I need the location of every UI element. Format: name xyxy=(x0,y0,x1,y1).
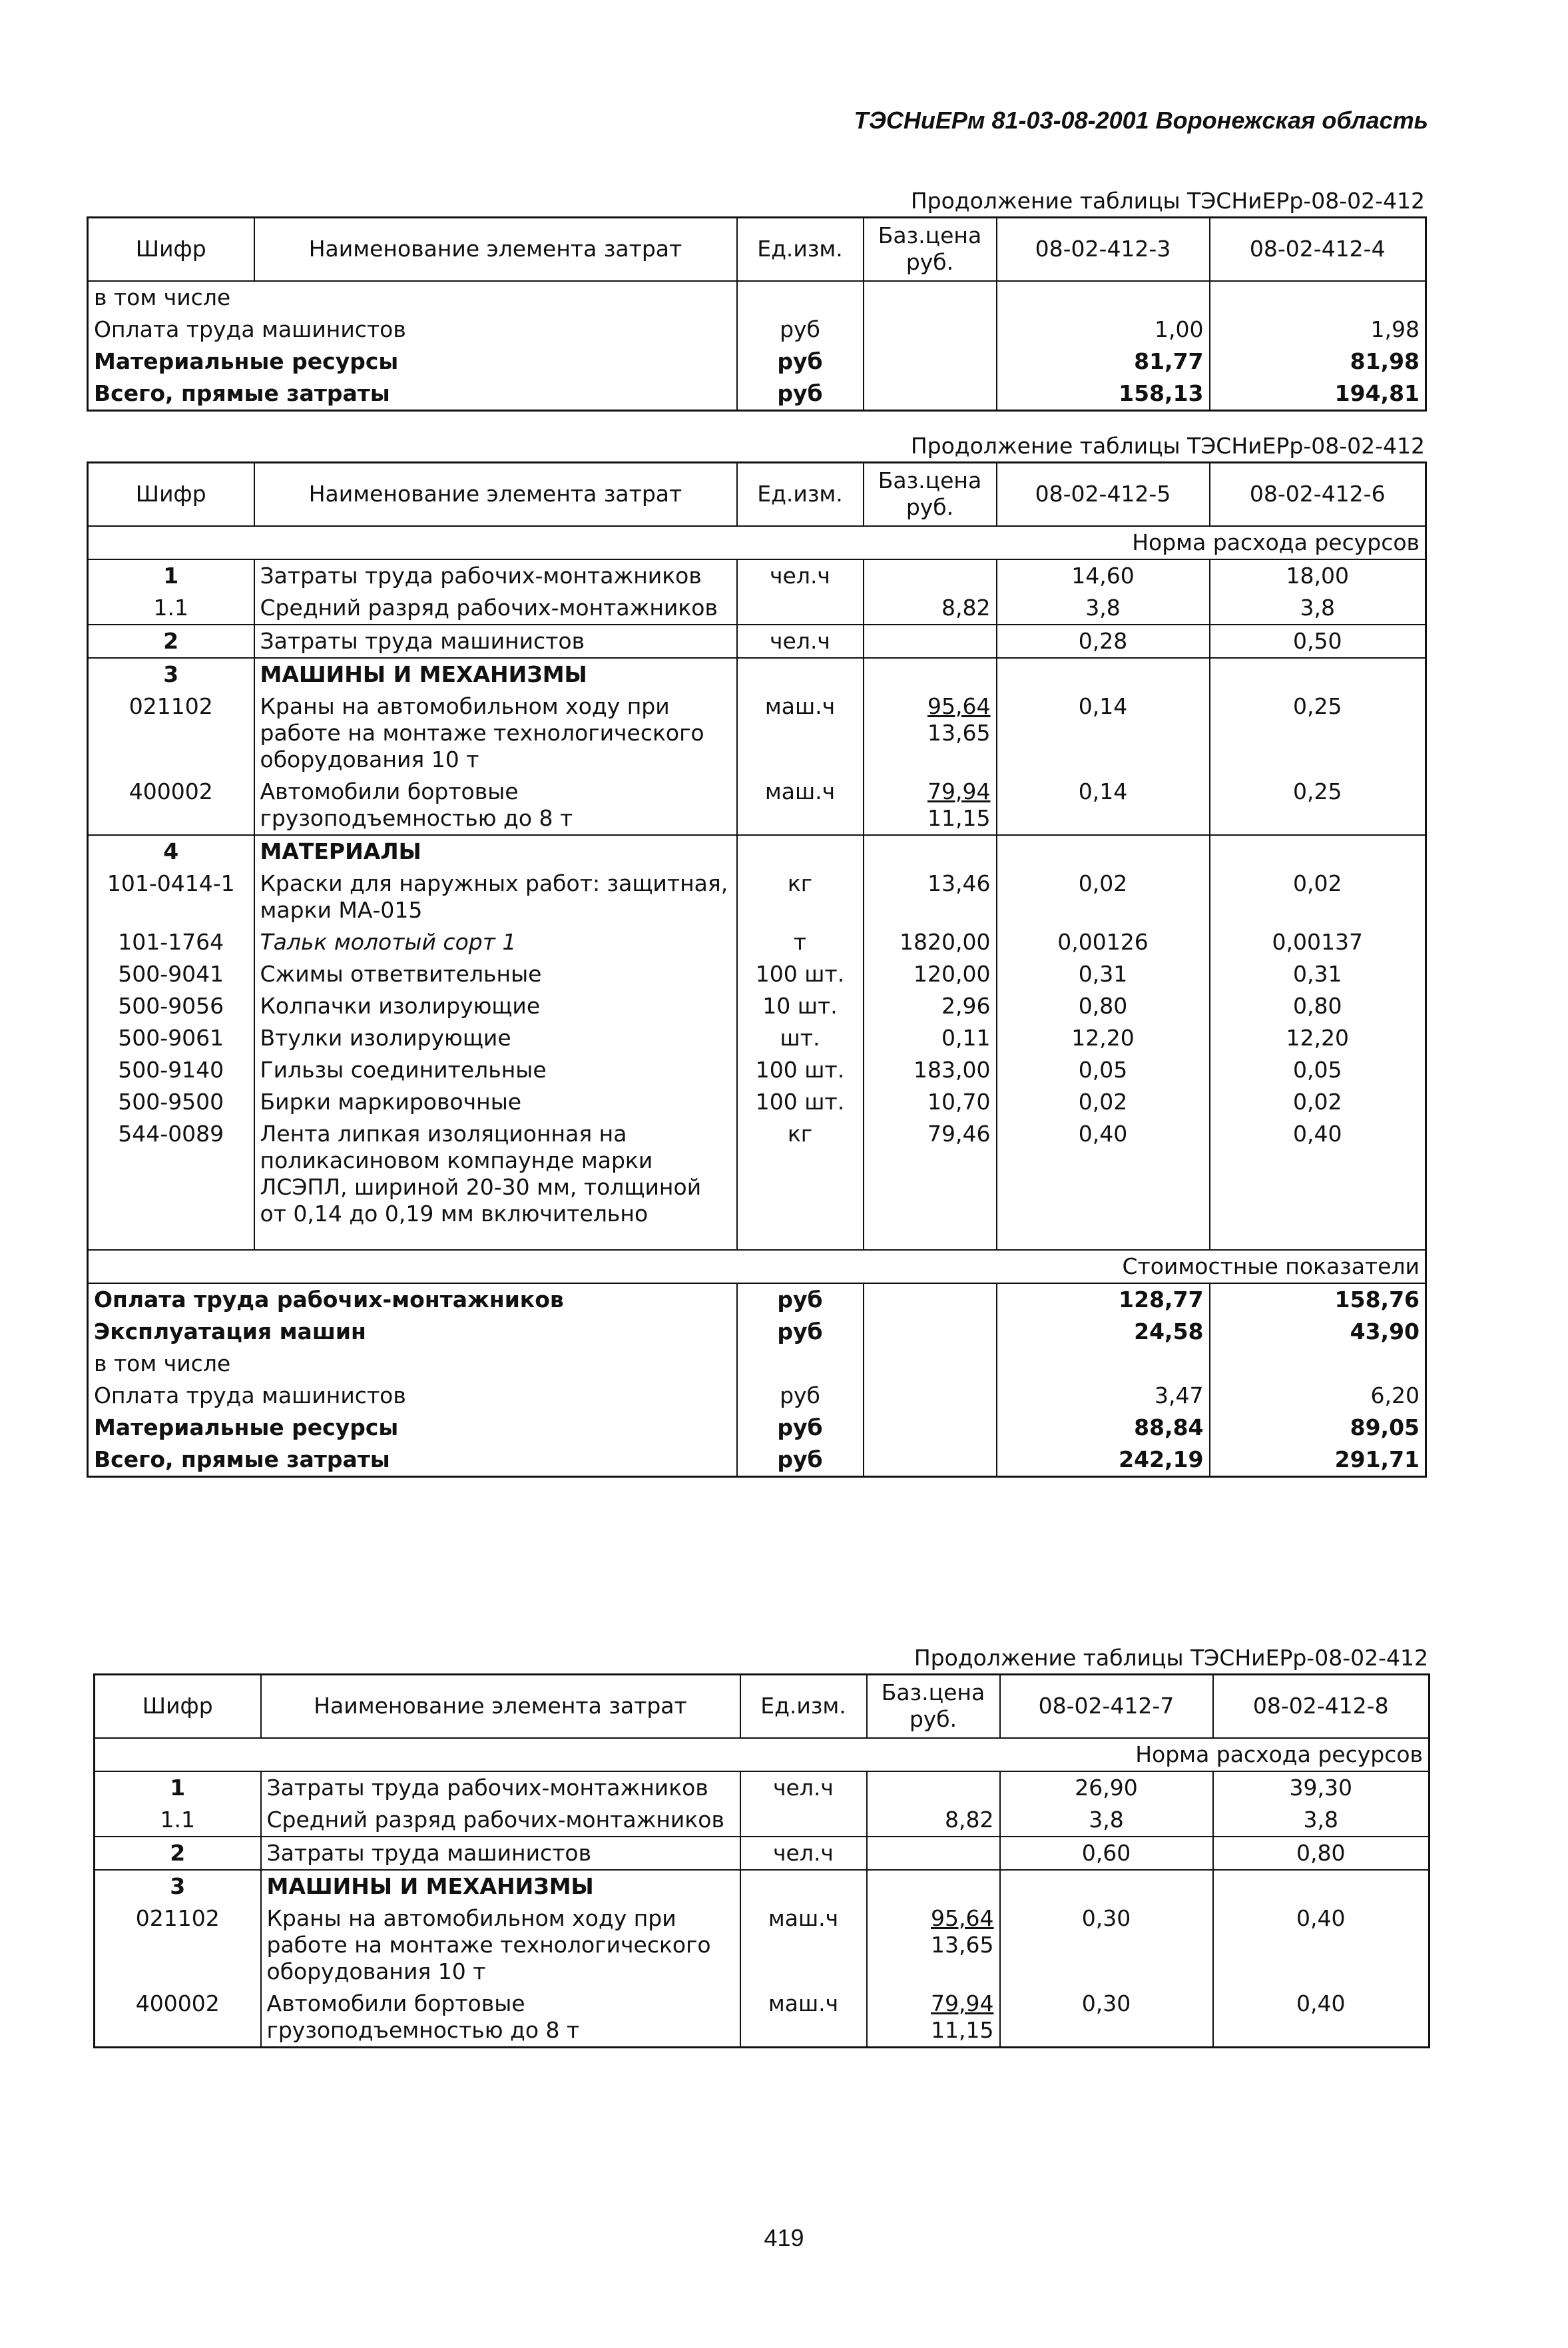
table-row xyxy=(88,1054,1426,1086)
row-value-b: 18,00 xyxy=(1210,559,1426,592)
row-name: Колпачки изолирующие xyxy=(254,990,737,1022)
row-unit: кг xyxy=(737,868,864,926)
row-value-a xyxy=(997,281,1210,314)
table-row xyxy=(88,958,1426,990)
table-row xyxy=(88,1348,1426,1380)
row-value-a: 3,8 xyxy=(1000,1804,1213,1837)
row-price-sub: 11,15 xyxy=(931,2016,994,2043)
table-row xyxy=(95,1837,1430,1870)
col-header-unit: Ед.изм. xyxy=(737,463,864,526)
row-unit: 100 шт. xyxy=(737,958,864,990)
row-code: 500-9500 xyxy=(88,1086,254,1118)
row-price: 183,00 xyxy=(864,1054,997,1086)
row-unit: руб xyxy=(737,346,864,378)
row-value-b: 0,40 xyxy=(1213,1903,1430,1988)
row-name: Затраты труда рабочих-монтажников xyxy=(261,1771,740,1804)
row-price-sub: 13,65 xyxy=(927,719,991,746)
row-value-a: 0,30 xyxy=(1000,1988,1213,2048)
row-name: Средний разряд рабочих-монтажников xyxy=(254,592,737,625)
row-name: МАТЕРИАЛЫ xyxy=(254,835,737,868)
table-row xyxy=(88,592,1426,625)
row-code: 2 xyxy=(95,1837,261,1870)
row-value-a: 0,05 xyxy=(997,1054,1210,1086)
cost-body xyxy=(88,1250,1426,1477)
row-unit: чел.ч xyxy=(737,559,864,592)
col-header-price: Баз.цена руб. xyxy=(867,1675,1000,1738)
col-header-unit: Ед.изм. xyxy=(737,218,864,281)
row-value-b: 0,25 xyxy=(1210,776,1426,835)
norm-body xyxy=(88,526,1426,1250)
row-unit: 100 шт. xyxy=(737,1054,864,1086)
row-name: Лента липкая изоляционная на поликасиновом компаунде марки ЛСЭПЛ, шириной 20-30 мм, толщиной от 0,14 до 0,19 мм включительно xyxy=(254,1118,737,1230)
row-unit: маш.ч xyxy=(740,1988,867,2048)
row-unit: 10 шт. xyxy=(737,990,864,1022)
row-name: Гильзы соединительные xyxy=(254,1054,737,1086)
row-code: 1.1 xyxy=(95,1804,261,1837)
row-value-a: 0,14 xyxy=(997,776,1210,835)
row-code: 500-9041 xyxy=(88,958,254,990)
table-row xyxy=(88,1118,1426,1230)
table-row xyxy=(88,868,1426,926)
resource-table-3 xyxy=(93,1673,1430,2048)
table-caption: Продолжение таблицы ТЭСНиЕРр-08-02-412 xyxy=(914,1645,1428,1671)
norm-section-label: Норма расхода ресурсов xyxy=(95,1738,1430,1771)
row-name: Тальк молотый сорт 1 xyxy=(254,926,737,958)
col-header-a: 08-02-412-7 xyxy=(1000,1675,1213,1738)
row-code: 101-1764 xyxy=(88,926,254,958)
row-name: Автомобили бортовые грузоподъемностью до 8 т xyxy=(261,1988,740,2048)
row-name: МАШИНЫ И МЕХАНИЗМЫ xyxy=(254,658,737,691)
row-value-b: 43,90 xyxy=(1210,1316,1426,1348)
row-name: Оплата труда рабочих-монтажников xyxy=(88,1283,737,1316)
table-row xyxy=(95,1903,1430,1988)
row-value-b: 89,05 xyxy=(1210,1412,1426,1444)
row-name: Эксплуатация машин xyxy=(88,1316,737,1348)
row-value-b: 3,8 xyxy=(1210,592,1426,625)
row-name: в том числе xyxy=(88,1348,737,1380)
col-header-a: 08-02-412-3 xyxy=(997,218,1210,281)
col-header-code: Шифр xyxy=(88,218,254,281)
row-name: Автомобили бортовые грузоподъемностью до 8 т xyxy=(254,776,737,835)
row-unit: кг xyxy=(737,1118,864,1230)
table-row xyxy=(95,1870,1430,1903)
row-value-a: 3,47 xyxy=(997,1380,1210,1412)
norm-section-label: Норма расхода ресурсов xyxy=(88,526,1426,559)
row-value-a: 242,19 xyxy=(997,1444,1210,1477)
row-name: Всего, прямые затраты xyxy=(88,1444,737,1477)
document-header: ТЭСНиЕРм 81-03-08-2001 Воронежская область xyxy=(854,107,1428,134)
row-value-a: 0,31 xyxy=(997,958,1210,990)
row-name: Краски для наружных работ: защитная, марки МА-015 xyxy=(254,868,737,926)
row-name: Бирки маркировочные xyxy=(254,1086,737,1118)
row-value-a: 158,13 xyxy=(997,378,1210,411)
row-unit: 100 шт. xyxy=(737,1086,864,1118)
row-name: Затраты труда машинистов xyxy=(254,625,737,658)
col-header-a: 08-02-412-5 xyxy=(997,463,1210,526)
row-value-a: 24,58 xyxy=(997,1316,1210,1348)
table-row xyxy=(95,1771,1430,1804)
table-row xyxy=(88,559,1426,592)
row-value-b: 0,02 xyxy=(1210,868,1426,926)
row-price: 13,46 xyxy=(864,868,997,926)
row-value-b: 194,81 xyxy=(1210,378,1426,411)
col-header-name: Наименование элемента затрат xyxy=(261,1675,740,1738)
row-price-sub: 13,65 xyxy=(931,1931,994,1958)
row-value-b: 81,98 xyxy=(1210,346,1426,378)
table-row xyxy=(88,378,1426,411)
row-name: Затраты труда машинистов xyxy=(261,1837,740,1870)
col-header-name: Наименование элемента затрат xyxy=(254,218,737,281)
row-name: Затраты труда рабочих-монтажников xyxy=(254,559,737,592)
row-code: 400002 xyxy=(88,776,254,835)
row-name: МАШИНЫ И МЕХАНИЗМЫ xyxy=(261,1870,740,1903)
row-unit: маш.ч xyxy=(737,691,864,776)
col-header-price: Баз.цена руб. xyxy=(864,218,997,281)
row-name: Краны на автомобильном ходу при работе на монтаже технологического оборудования 10 т xyxy=(261,1903,740,1988)
col-header-b: 08-02-412-8 xyxy=(1213,1675,1430,1738)
row-name: Краны на автомобильном ходу при работе на монтаже технологического оборудования 10 т xyxy=(254,691,737,776)
row-name: Сжимы ответвительные xyxy=(254,958,737,990)
table-row xyxy=(88,281,1426,314)
row-value-a: 0,80 xyxy=(997,990,1210,1022)
table-row xyxy=(88,314,1426,346)
row-code: 4 xyxy=(88,835,254,868)
col-header-b: 08-02-412-6 xyxy=(1210,463,1426,526)
table-caption: Продолжение таблицы ТЭСНиЕРр-08-02-412 xyxy=(910,188,1425,214)
row-value-b: 0,40 xyxy=(1213,1988,1430,2048)
row-code: 500-9056 xyxy=(88,990,254,1022)
row-name: Втулки изолирующие xyxy=(254,1022,737,1054)
table-row xyxy=(88,1412,1426,1444)
row-price: 8,82 xyxy=(864,592,997,625)
row-price-sub: 11,15 xyxy=(927,804,991,831)
row-name: Средний разряд рабочих-монтажников xyxy=(261,1804,740,1837)
table-caption: Продолжение таблицы ТЭСНиЕРр-08-02-412 xyxy=(910,433,1425,459)
row-unit: руб xyxy=(737,1380,864,1412)
row-code: 500-9061 xyxy=(88,1022,254,1054)
row-name: Оплата труда машинистов xyxy=(88,1380,737,1412)
resource-table-2 xyxy=(87,461,1427,1478)
row-value-b: 0,50 xyxy=(1210,625,1426,658)
row-name: Оплата труда машинистов xyxy=(88,314,737,346)
row-code: 021102 xyxy=(95,1903,261,1988)
row-value-a: 81,77 xyxy=(997,346,1210,378)
row-unit xyxy=(737,281,864,314)
table-row xyxy=(88,658,1426,691)
table-row xyxy=(88,346,1426,378)
row-unit: руб xyxy=(737,1412,864,1444)
table-row xyxy=(88,835,1426,868)
row-unit: руб xyxy=(737,1444,864,1477)
row-value-a: 12,20 xyxy=(997,1022,1210,1054)
row-value-a: 1,00 xyxy=(997,314,1210,346)
row-unit: руб xyxy=(737,314,864,346)
row-price: 120,00 xyxy=(864,958,997,990)
row-value-b: 39,30 xyxy=(1213,1771,1430,1804)
row-price: 95,64 xyxy=(931,1905,994,1931)
table-row xyxy=(88,625,1426,658)
row-value-a: 88,84 xyxy=(997,1412,1210,1444)
table-row xyxy=(88,691,1426,776)
row-value-b: 6,20 xyxy=(1210,1380,1426,1412)
row-price: 0,11 xyxy=(864,1022,997,1054)
table-row xyxy=(95,1988,1430,2048)
row-name: Всего, прямые затраты xyxy=(88,378,737,411)
row-code: 544-0089 xyxy=(88,1118,254,1230)
cost-section-label: Стоимостные показатели xyxy=(88,1250,1426,1283)
row-value-a: 0,02 xyxy=(997,1086,1210,1118)
row-value-b: 0,80 xyxy=(1210,990,1426,1022)
table-row xyxy=(88,1316,1426,1348)
row-value-a: 3,8 xyxy=(997,592,1210,625)
row-unit: руб xyxy=(737,1283,864,1316)
table-row xyxy=(88,926,1426,958)
row-value-b: 291,71 xyxy=(1210,1444,1426,1477)
row-price: 1820,00 xyxy=(864,926,997,958)
row-value-b: 0,40 xyxy=(1210,1118,1426,1230)
row-unit: маш.ч xyxy=(737,776,864,835)
col-header-price: Баз.цена руб. xyxy=(864,463,997,526)
row-value-a: 0,14 xyxy=(997,691,1210,776)
row-name: в том числе xyxy=(88,281,737,314)
row-value-b: 0,80 xyxy=(1213,1837,1430,1870)
row-value-a: 0,28 xyxy=(997,625,1210,658)
row-value-b: 12,20 xyxy=(1210,1022,1426,1054)
row-code: 021102 xyxy=(88,691,254,776)
row-value-a: 0,02 xyxy=(997,868,1210,926)
row-name: Материальные ресурсы xyxy=(88,1412,737,1444)
row-code: 3 xyxy=(95,1870,261,1903)
row-unit: чел.ч xyxy=(740,1771,867,1804)
row-value-b: 1,98 xyxy=(1210,314,1426,346)
row-value-a: 128,77 xyxy=(997,1283,1210,1316)
row-code: 3 xyxy=(88,658,254,691)
row-code: 400002 xyxy=(95,1988,261,2048)
row-unit: руб xyxy=(737,378,864,411)
table-row xyxy=(88,1283,1426,1316)
row-value-b: 3,8 xyxy=(1213,1804,1430,1837)
col-header-code: Шифр xyxy=(88,463,254,526)
table-row xyxy=(88,1022,1426,1054)
row-unit: шт. xyxy=(737,1022,864,1054)
table-row xyxy=(88,1086,1426,1118)
row-price: 10,70 xyxy=(864,1086,997,1118)
row-price: 2,96 xyxy=(864,990,997,1022)
row-value-a: 26,90 xyxy=(1000,1771,1213,1804)
row-price: 8,82 xyxy=(867,1804,1000,1837)
row-code: 1 xyxy=(88,559,254,592)
row-code: 101-0414-1 xyxy=(88,868,254,926)
row-price: 95,64 xyxy=(927,693,991,719)
row-value-b: 0,25 xyxy=(1210,691,1426,776)
row-name: Материальные ресурсы xyxy=(88,346,737,378)
table-row xyxy=(88,990,1426,1022)
row-value-b: 0,02 xyxy=(1210,1086,1426,1118)
table-row xyxy=(88,1380,1426,1412)
col-header-name: Наименование элемента затрат xyxy=(254,463,737,526)
row-value-a: 0,30 xyxy=(1000,1903,1213,1988)
table-row xyxy=(95,1804,1430,1837)
row-unit: чел.ч xyxy=(740,1837,867,1870)
col-header-unit: Ед.изм. xyxy=(740,1675,867,1738)
page-number: 419 xyxy=(764,2224,804,2251)
row-unit: руб xyxy=(737,1316,864,1348)
row-code: 2 xyxy=(88,625,254,658)
row-code: 500-9140 xyxy=(88,1054,254,1086)
row-price: 79,94 xyxy=(927,778,991,804)
row-code: 1 xyxy=(95,1771,261,1804)
row-price: 79,46 xyxy=(864,1118,997,1230)
row-value-a: 14,60 xyxy=(997,559,1210,592)
row-value-a: 0,00126 xyxy=(997,926,1210,958)
table-row xyxy=(88,776,1426,835)
row-value-b xyxy=(1210,281,1426,314)
row-code: 1.1 xyxy=(88,592,254,625)
table-row xyxy=(88,1444,1426,1477)
row-unit: маш.ч xyxy=(740,1903,867,1988)
row-price: 79,94 xyxy=(931,1990,994,2016)
row-unit: т xyxy=(737,926,864,958)
row-value-a: 0,40 xyxy=(997,1118,1210,1230)
row-value-b: 0,05 xyxy=(1210,1054,1426,1086)
resource-table-1 xyxy=(87,216,1427,412)
row-unit: чел.ч xyxy=(737,625,864,658)
col-header-b: 08-02-412-4 xyxy=(1210,218,1426,281)
row-value-a: 0,60 xyxy=(1000,1837,1213,1870)
row-value-b: 0,31 xyxy=(1210,958,1426,990)
row-value-b: 158,76 xyxy=(1210,1283,1426,1316)
col-header-code: Шифр xyxy=(95,1675,261,1738)
row-value-b: 0,00137 xyxy=(1210,926,1426,958)
